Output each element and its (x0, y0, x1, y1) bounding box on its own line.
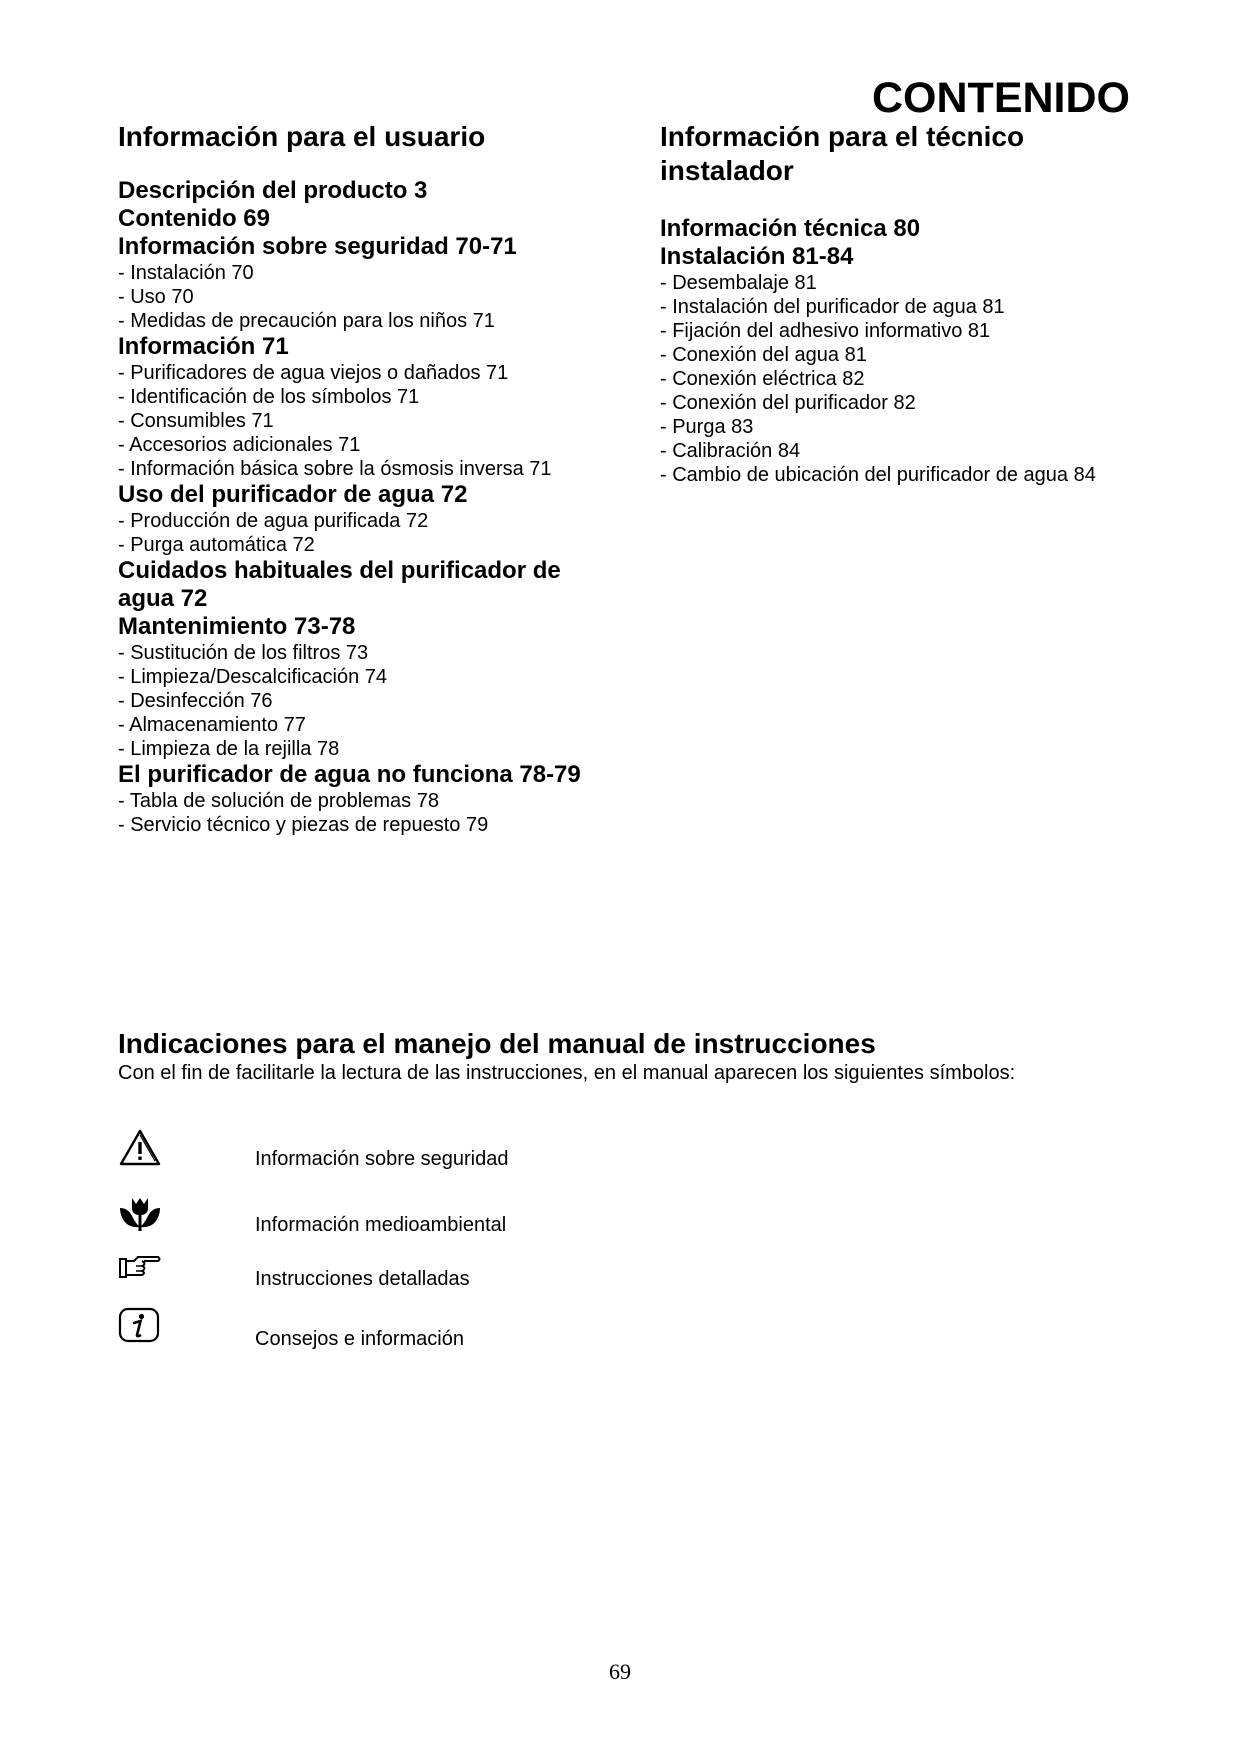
toc-heading: Uso del purificador de agua 72 (118, 481, 468, 508)
toc-subitem: - Cambio de ubicación del purificador de agua 84 (660, 464, 1096, 486)
toc-subitem: - Consumibles 71 (118, 410, 274, 432)
user-info-toc (118, 177, 638, 837)
toc-subitem: - Fijación del adhesivo informativo 81 (660, 320, 991, 342)
toc-subitem: - Producción de agua purificada 72 (118, 510, 429, 532)
page-title: CONTENIDO (872, 74, 1130, 122)
toc-subitem: - Conexión del agua 81 (660, 344, 867, 366)
toc-subitem: - Identificación de los símbolos 71 (118, 386, 420, 408)
toc-heading: Cuidados habituales del purificador de (118, 557, 561, 584)
toc-subitem: - Conexión del purificador 82 (660, 392, 916, 414)
toc-heading: El purificador de agua no funciona 78-79 (118, 761, 581, 788)
toc-heading: Contenido 69 (118, 205, 271, 232)
toc-heading: Información técnica 80 (660, 215, 921, 242)
toc-subitem: - Medidas de precaución para los niños 71 (118, 310, 495, 332)
toc-subitem: - Desembalaje 81 (660, 272, 817, 294)
user-info-heading: Información para el usuario (118, 121, 486, 152)
toc-subitem: - Purga 83 (660, 416, 754, 438)
toc-heading: Mantenimiento 73-78 (118, 613, 356, 640)
symbol-label: Consejos e información (255, 1328, 464, 1350)
toc-heading: Información sobre seguridad 70-71 (118, 233, 517, 260)
symbol-label: Instrucciones detalladas (255, 1268, 470, 1290)
symbol-label: Información sobre seguridad (255, 1148, 509, 1170)
toc-subitem: - Servicio técnico y piezas de repuesto 79 (118, 814, 489, 836)
toc-subitem: - Instalación 70 (118, 262, 254, 284)
toc-subitem: - Sustitución de los filtros 73 (118, 642, 369, 664)
installer-info-heading: Información para el técnico instalador (660, 121, 1025, 186)
info-icon (118, 1306, 162, 1346)
toc-subitem: - Uso 70 (118, 286, 194, 308)
toc-subitem: - Información básica sobre la ósmosis inversa 71 (118, 458, 552, 480)
toc-subitem: - Calibración 84 (660, 440, 801, 462)
pointing-hand-icon (118, 1249, 162, 1289)
toc-subitem: - Almacenamiento 77 (118, 714, 306, 736)
symbol-label: Información medioambiental (255, 1214, 507, 1236)
user-info-column (118, 120, 638, 837)
toc-subitem: - Purga automática 72 (118, 534, 315, 556)
toc-heading: agua 72 (118, 585, 208, 612)
installer-info-toc (660, 215, 1180, 487)
toc-subitem: - Desinfección 76 (118, 690, 273, 712)
installer-info-column (660, 120, 1180, 487)
toc-heading: Instalación 81-84 (660, 243, 854, 270)
manual-guide-title: Indicaciones para el manejo del manual de instrucciones (118, 1028, 876, 1059)
page-number: 69 (609, 1659, 631, 1684)
toc-subitem: - Purificadores de agua viejos o dañados 71 (118, 362, 509, 384)
manual-guide-description: Con el fin de facilitarle la lectura de las instrucciones, en el manual aparecen los siguientes símbolos: (118, 1062, 1016, 1084)
toc-subitem: - Conexión eléctrica 82 (660, 368, 865, 390)
warning-triangle-icon (118, 1128, 162, 1168)
toc-subitem: - Limpieza/Descalcificación 74 (118, 666, 388, 688)
toc-subitem: - Limpieza de la rejilla 78 (118, 738, 340, 760)
toc-subitem: - Tabla de solución de problemas 78 (118, 790, 439, 812)
toc-heading: Descripción del producto 3 (118, 177, 428, 204)
environment-flower-icon (118, 1194, 162, 1234)
toc-subitem: - Instalación del purificador de agua 81 (660, 296, 1005, 318)
toc-heading: Información 71 (118, 333, 289, 360)
toc-subitem: - Accesorios adicionales 71 (118, 434, 361, 456)
